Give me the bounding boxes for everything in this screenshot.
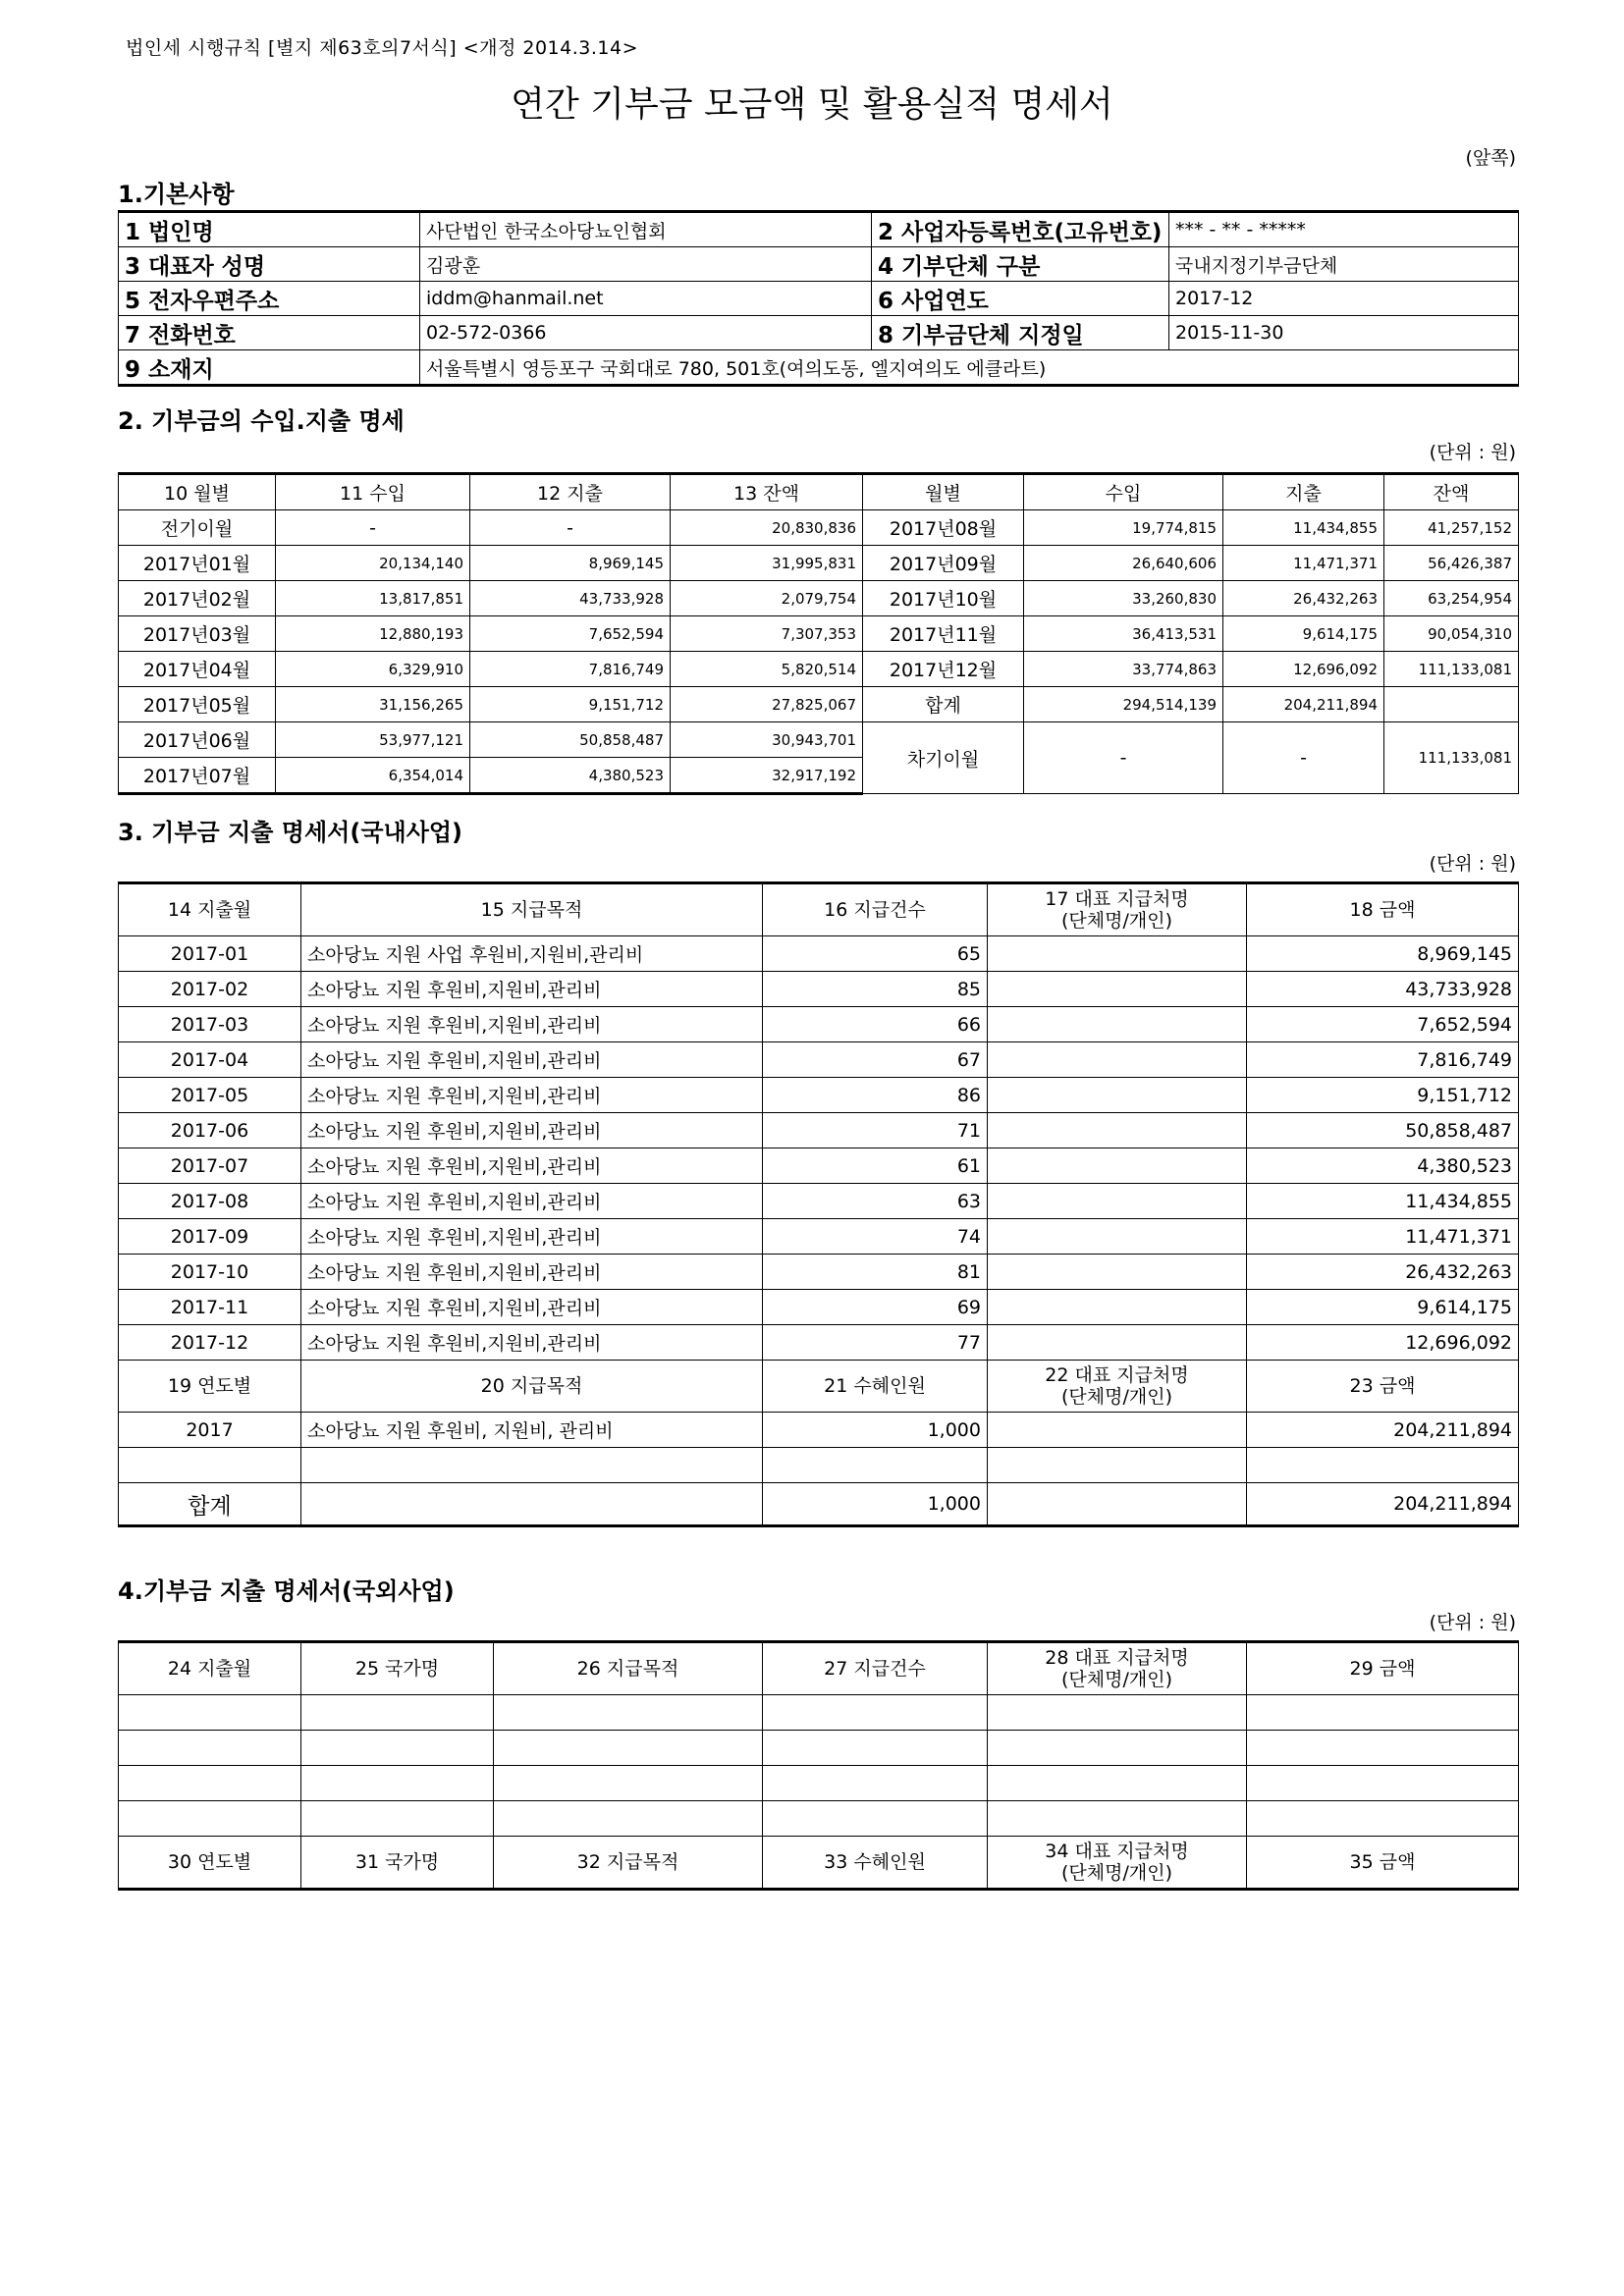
purpose-cell: 소아당뇨 지원 후원비,지원비,관리비 (301, 1325, 763, 1361)
table-row (119, 687, 1519, 722)
empty-cell (301, 1766, 494, 1801)
table-row (119, 1078, 1519, 1113)
table-row (119, 1731, 1519, 1766)
section2-heading: 2. 기부금의 수입.지출 명세 (118, 407, 405, 435)
recipient-cell (988, 1448, 1247, 1483)
header-text: 28 대표 지급처명 (1045, 1647, 1189, 1669)
balance-cell (1384, 687, 1519, 722)
income-cell: 33,774,863 (1024, 652, 1223, 687)
table-row (119, 1801, 1519, 1837)
balance-cell: 63,254,954 (1384, 581, 1519, 616)
field-value: 2017-12 (1169, 282, 1519, 316)
carry-expense: - (1223, 722, 1384, 794)
income-cell: - (276, 510, 470, 546)
month-cell: 2017년12월 (863, 652, 1024, 687)
table-row (119, 1361, 1519, 1413)
amount-cell: 7,652,594 (1247, 1007, 1519, 1042)
month-cell: 2017년05월 (119, 687, 276, 722)
income-cell: 36,413,531 (1024, 616, 1223, 652)
expense-cell: 43,733,928 (470, 581, 671, 616)
domestic-expense-table (118, 881, 1519, 1527)
column-header (1247, 1837, 1519, 1890)
section1-heading: 1.기본사항 (118, 181, 235, 208)
field-label: 4 기부단체 구분 (872, 247, 1169, 282)
header-text: 30 연도별 (167, 1851, 252, 1873)
amount-cell: 50,858,487 (1247, 1113, 1519, 1148)
header-text: 17 대표 지급처명 (1045, 888, 1189, 910)
amount-cell: 11,434,855 (1247, 1184, 1519, 1219)
month-cell: 2017년04월 (119, 652, 276, 687)
expense-cell: 9,614,175 (1223, 616, 1384, 652)
column-header: 잔액 (1384, 474, 1519, 510)
month-cell: 2017년02월 (119, 581, 276, 616)
column-header (1247, 1361, 1519, 1413)
table-row (119, 1148, 1519, 1184)
table-row (119, 1255, 1519, 1290)
table-row (119, 1042, 1519, 1078)
balance-cell: 90,054,310 (1384, 616, 1519, 652)
header-text: (단체명/개인) (1061, 1386, 1172, 1408)
amount-cell: 11,471,371 (1247, 1219, 1519, 1255)
header-text: 22 대표 지급처명 (1045, 1364, 1189, 1386)
amount-cell: 9,614,175 (1247, 1290, 1519, 1325)
recipient-cell (988, 1184, 1247, 1219)
field-value: *** - ** - ***** (1169, 212, 1519, 247)
month-cell: 전기이월 (119, 510, 276, 546)
count-cell: 71 (763, 1113, 988, 1148)
empty-cell (119, 1766, 301, 1801)
header-text: 26 지급목적 (576, 1658, 679, 1680)
header-text: (단체명/개인) (1061, 1669, 1172, 1690)
expense-cell: 50,858,487 (470, 722, 671, 758)
expense-cell: 12,696,092 (1223, 652, 1384, 687)
table-row (119, 1413, 1519, 1448)
field-label: 9 소재지 (119, 350, 420, 386)
total-recipient (988, 1483, 1247, 1526)
balance-cell: 111,133,081 (1384, 652, 1519, 687)
field-value: 2015-11-30 (1169, 316, 1519, 350)
income-cell: 13,817,851 (276, 581, 470, 616)
month-cell: 2017-05 (119, 1078, 301, 1113)
empty-cell (1247, 1731, 1519, 1766)
empty-cell (494, 1801, 763, 1837)
month-cell: 2017년03월 (119, 616, 276, 652)
income-cell: 19,774,815 (1024, 510, 1223, 546)
empty-cell (1247, 1801, 1519, 1837)
year-cell: 2017 (119, 1413, 301, 1448)
recipient-cell (988, 1325, 1247, 1361)
column-header (301, 1361, 763, 1413)
column-header (763, 1361, 988, 1413)
column-header: 11 수입 (276, 474, 470, 510)
table-row (119, 212, 1519, 247)
basic-info-table (118, 210, 1519, 387)
purpose-cell: 소아당뇨 지원 사업 후원비,지원비,관리비 (301, 936, 763, 972)
expense-cell: - (470, 510, 671, 546)
table-row (119, 1325, 1519, 1361)
side-note: (앞쪽) (1465, 147, 1516, 169)
count-cell: 66 (763, 1007, 988, 1042)
month-cell: 2017-06 (119, 1113, 301, 1148)
total-amount: 204,211,894 (1247, 1483, 1519, 1526)
table-row (119, 616, 1519, 652)
expense-cell: 26,432,263 (1223, 581, 1384, 616)
balance-cell: 32,917,192 (671, 758, 863, 794)
balance-cell: 5,820,514 (671, 652, 863, 687)
field-value: 서울특별시 영등포구 국회대로 780, 501호(여의도동, 엘지여의도 에클라트) (420, 350, 1519, 386)
empty-cell (301, 1695, 494, 1731)
income-cell: 6,329,910 (276, 652, 470, 687)
beneficiaries-cell (763, 1448, 988, 1483)
header-text: 18 금액 (1349, 899, 1416, 921)
income-cell: 33,260,830 (1024, 581, 1223, 616)
balance-cell: 56,426,387 (1384, 546, 1519, 581)
month-cell: 2017-02 (119, 972, 301, 1007)
amount-cell: 7,816,749 (1247, 1042, 1519, 1078)
column-header: 월별 (863, 474, 1024, 510)
header-text: 25 국가명 (354, 1658, 440, 1680)
balance-cell: 31,995,831 (671, 546, 863, 581)
column-header (301, 883, 763, 936)
year-cell (119, 1448, 301, 1483)
section3-heading: 3. 기부금 지출 명세서(국내사업) (118, 819, 463, 846)
purpose-cell: 소아당뇨 지원 후원비, 지원비, 관리비 (301, 1413, 763, 1448)
month-cell: 2017년01월 (119, 546, 276, 581)
recipient-cell (988, 936, 1247, 972)
month-cell: 2017-03 (119, 1007, 301, 1042)
column-header (301, 1837, 494, 1890)
empty-cell (988, 1731, 1247, 1766)
month-cell: 2017년11월 (863, 616, 1024, 652)
amount-cell: 204,211,894 (1247, 1413, 1519, 1448)
month-cell: 합계 (863, 687, 1024, 722)
count-cell: 63 (763, 1184, 988, 1219)
income-cell: 6,354,014 (276, 758, 470, 794)
amount-cell: 12,696,092 (1247, 1325, 1519, 1361)
table-row (119, 1837, 1519, 1890)
count-cell: 69 (763, 1290, 988, 1325)
balance-cell: 2,079,754 (671, 581, 863, 616)
expense-cell: 7,652,594 (470, 616, 671, 652)
month-cell: 2017-04 (119, 1042, 301, 1078)
column-header: 지출 (1223, 474, 1384, 510)
table-row (119, 1290, 1519, 1325)
column-header (494, 1837, 763, 1890)
income-cell: 53,977,121 (276, 722, 470, 758)
income-cell: 26,640,606 (1024, 546, 1223, 581)
empty-cell (988, 1695, 1247, 1731)
purpose-cell (301, 1448, 763, 1483)
purpose-cell: 소아당뇨 지원 후원비,지원비,관리비 (301, 1290, 763, 1325)
empty-cell (301, 1801, 494, 1837)
header-text: 27 지급건수 (824, 1658, 926, 1680)
field-label: 5 전자우편주소 (119, 282, 420, 316)
empty-cell (763, 1801, 988, 1837)
income-cell: 31,156,265 (276, 687, 470, 722)
column-header (119, 1837, 301, 1890)
column-header (763, 1642, 988, 1695)
field-label: 8 기부금단체 지정일 (872, 316, 1169, 350)
month-cell: 2017-10 (119, 1255, 301, 1290)
section4-heading: 4.기부금 지출 명세서(국외사업) (118, 1577, 455, 1605)
column-header (988, 883, 1247, 936)
purpose-cell: 소아당뇨 지원 후원비,지원비,관리비 (301, 1219, 763, 1255)
header-text: 16 지급건수 (824, 899, 926, 921)
table-row (119, 282, 1519, 316)
month-cell: 2017년08월 (863, 510, 1024, 546)
amount-cell: 26,432,263 (1247, 1255, 1519, 1290)
table-row (119, 1007, 1519, 1042)
header-text: 31 국가명 (354, 1851, 440, 1873)
count-cell: 74 (763, 1219, 988, 1255)
empty-cell (119, 1801, 301, 1837)
income-cell: 12,880,193 (276, 616, 470, 652)
table-row (119, 350, 1519, 386)
month-cell: 2017-08 (119, 1184, 301, 1219)
table-row (119, 1642, 1519, 1695)
carry-label: 차기이월 (863, 722, 1024, 794)
count-cell: 81 (763, 1255, 988, 1290)
section2-unit: (단위 : 원) (1429, 442, 1516, 463)
table-row (119, 474, 1519, 510)
amount-cell: 9,151,712 (1247, 1078, 1519, 1113)
expense-cell: 204,211,894 (1223, 687, 1384, 722)
field-value: 국내지정기부금단체 (1169, 247, 1519, 282)
field-value: 김광훈 (420, 247, 872, 282)
overseas-expense-table (118, 1640, 1519, 1891)
balance-cell: 27,825,067 (671, 687, 863, 722)
recipient-cell (988, 1042, 1247, 1078)
empty-cell (988, 1801, 1247, 1837)
section4-unit: (단위 : 원) (1429, 1612, 1516, 1633)
month-cell: 2017-11 (119, 1290, 301, 1325)
empty-cell (763, 1695, 988, 1731)
table-row (119, 1184, 1519, 1219)
month-cell: 2017-01 (119, 936, 301, 972)
table-row (119, 546, 1519, 581)
income-expense-table (118, 472, 1519, 795)
field-label: 3 대표자 성명 (119, 247, 420, 282)
column-header (494, 1642, 763, 1695)
field-value: 02-572-0366 (420, 316, 872, 350)
balance-cell: 41,257,152 (1384, 510, 1519, 546)
table-row (119, 1483, 1519, 1526)
header-text: 15 지급목적 (480, 899, 583, 921)
table-row (119, 581, 1519, 616)
amount-cell: 8,969,145 (1247, 936, 1519, 972)
month-cell: 2017년07월 (119, 758, 276, 794)
table-row (119, 972, 1519, 1007)
recipient-cell (988, 1148, 1247, 1184)
field-value: 사단법인 한국소아당뇨인협회 (420, 212, 872, 247)
recipient-cell (988, 972, 1247, 1007)
expense-cell: 11,434,855 (1223, 510, 1384, 546)
recipient-cell (988, 1219, 1247, 1255)
purpose-cell: 소아당뇨 지원 후원비,지원비,관리비 (301, 1042, 763, 1078)
count-cell: 86 (763, 1078, 988, 1113)
purpose-cell: 소아당뇨 지원 후원비,지원비,관리비 (301, 1113, 763, 1148)
table-row (119, 1113, 1519, 1148)
month-cell: 2017년09월 (863, 546, 1024, 581)
purpose-cell: 소아당뇨 지원 후원비,지원비,관리비 (301, 1184, 763, 1219)
recipient-cell (988, 1007, 1247, 1042)
beneficiaries-cell: 1,000 (763, 1413, 988, 1448)
table-row (119, 316, 1519, 350)
empty-cell (494, 1731, 763, 1766)
column-header (119, 883, 301, 936)
column-header (1247, 1642, 1519, 1695)
column-header: 수입 (1024, 474, 1223, 510)
table-row (119, 722, 1519, 758)
header-text: 29 금액 (1349, 1658, 1416, 1680)
table-row (119, 247, 1519, 282)
recipient-cell (988, 1413, 1247, 1448)
header-text: 14 지출월 (167, 899, 252, 921)
empty-cell (763, 1766, 988, 1801)
total-purpose (301, 1483, 763, 1526)
empty-cell (301, 1731, 494, 1766)
empty-cell (119, 1695, 301, 1731)
header-text: (단체명/개인) (1061, 910, 1172, 932)
header-text: (단체명/개인) (1061, 1862, 1172, 1884)
column-header: 13 잔액 (671, 474, 863, 510)
balance-cell: 30,943,701 (671, 722, 863, 758)
count-cell: 85 (763, 972, 988, 1007)
field-label: 7 전화번호 (119, 316, 420, 350)
month-cell: 2017-12 (119, 1325, 301, 1361)
recipient-cell (988, 1255, 1247, 1290)
count-cell: 61 (763, 1148, 988, 1184)
empty-cell (763, 1731, 988, 1766)
column-header: 10 월별 (119, 474, 276, 510)
column-header (988, 1642, 1247, 1695)
empty-cell (494, 1695, 763, 1731)
field-label: 1 법인명 (119, 212, 420, 247)
empty-cell (1247, 1766, 1519, 1801)
column-header: 12 지출 (470, 474, 671, 510)
header-text: 34 대표 지급처명 (1045, 1841, 1189, 1862)
purpose-cell: 소아당뇨 지원 후원비,지원비,관리비 (301, 1148, 763, 1184)
field-label: 2 사업자등록번호(고유번호) (872, 212, 1169, 247)
column-header (988, 1837, 1247, 1890)
purpose-cell: 소아당뇨 지원 후원비,지원비,관리비 (301, 1007, 763, 1042)
table-row (119, 936, 1519, 972)
column-header (763, 1837, 988, 1890)
month-cell: 2017-07 (119, 1148, 301, 1184)
header-text: 21 수혜인원 (824, 1375, 926, 1397)
count-cell: 65 (763, 936, 988, 972)
total-label: 합계 (119, 1483, 301, 1526)
table-row (119, 1695, 1519, 1731)
balance-cell: 7,307,353 (671, 616, 863, 652)
expense-cell: 4,380,523 (470, 758, 671, 794)
income-cell: 20,134,140 (276, 546, 470, 581)
purpose-cell: 소아당뇨 지원 후원비,지원비,관리비 (301, 1255, 763, 1290)
month-cell: 2017-09 (119, 1219, 301, 1255)
header-text: 33 수혜인원 (824, 1851, 926, 1873)
income-cell: 294,514,139 (1024, 687, 1223, 722)
empty-cell (494, 1766, 763, 1801)
expense-cell: 7,816,749 (470, 652, 671, 687)
document-title: 연간 기부금 모금액 및 활용실적 명세서 (511, 84, 1113, 125)
field-value: iddm@hanmail.net (420, 282, 872, 316)
column-header (119, 1642, 301, 1695)
header-text: 24 지출월 (167, 1658, 252, 1680)
empty-cell (119, 1731, 301, 1766)
expense-cell: 8,969,145 (470, 546, 671, 581)
column-header (119, 1361, 301, 1413)
amount-cell: 4,380,523 (1247, 1148, 1519, 1184)
month-cell: 2017년06월 (119, 722, 276, 758)
field-label: 6 사업연도 (872, 282, 1169, 316)
header-text: 35 금액 (1349, 1851, 1416, 1873)
table-row (119, 652, 1519, 687)
expense-cell: 9,151,712 (470, 687, 671, 722)
purpose-cell: 소아당뇨 지원 후원비,지원비,관리비 (301, 972, 763, 1007)
table-row (119, 1766, 1519, 1801)
recipient-cell (988, 1078, 1247, 1113)
header-text: 20 지급목적 (480, 1375, 583, 1397)
amount-cell (1247, 1448, 1519, 1483)
carry-income: - (1024, 722, 1223, 794)
column-header (988, 1361, 1247, 1413)
section3-unit: (단위 : 원) (1429, 853, 1516, 875)
column-header (763, 883, 988, 936)
count-cell: 67 (763, 1042, 988, 1078)
total-beneficiaries: 1,000 (763, 1483, 988, 1526)
carry-balance: 111,133,081 (1384, 722, 1519, 794)
empty-cell (1247, 1695, 1519, 1731)
header-text: 32 지급목적 (576, 1851, 679, 1873)
header-text: 19 연도별 (167, 1375, 252, 1397)
table-row (119, 510, 1519, 546)
table-row (119, 1219, 1519, 1255)
amount-cell: 43,733,928 (1247, 972, 1519, 1007)
empty-cell (988, 1766, 1247, 1801)
purpose-cell: 소아당뇨 지원 후원비,지원비,관리비 (301, 1078, 763, 1113)
table-row (119, 883, 1519, 936)
table-row (119, 1448, 1519, 1483)
recipient-cell (988, 1290, 1247, 1325)
balance-cell: 20,830,836 (671, 510, 863, 546)
header-text: 23 금액 (1349, 1375, 1416, 1397)
month-cell: 2017년10월 (863, 581, 1024, 616)
column-header (1247, 883, 1519, 936)
form-reference: 법인세 시행규칙 [별지 제63호의7서식] <개정 2014.3.14> (126, 37, 638, 59)
count-cell: 77 (763, 1325, 988, 1361)
column-header (301, 1642, 494, 1695)
expense-cell: 11,471,371 (1223, 546, 1384, 581)
recipient-cell (988, 1113, 1247, 1148)
